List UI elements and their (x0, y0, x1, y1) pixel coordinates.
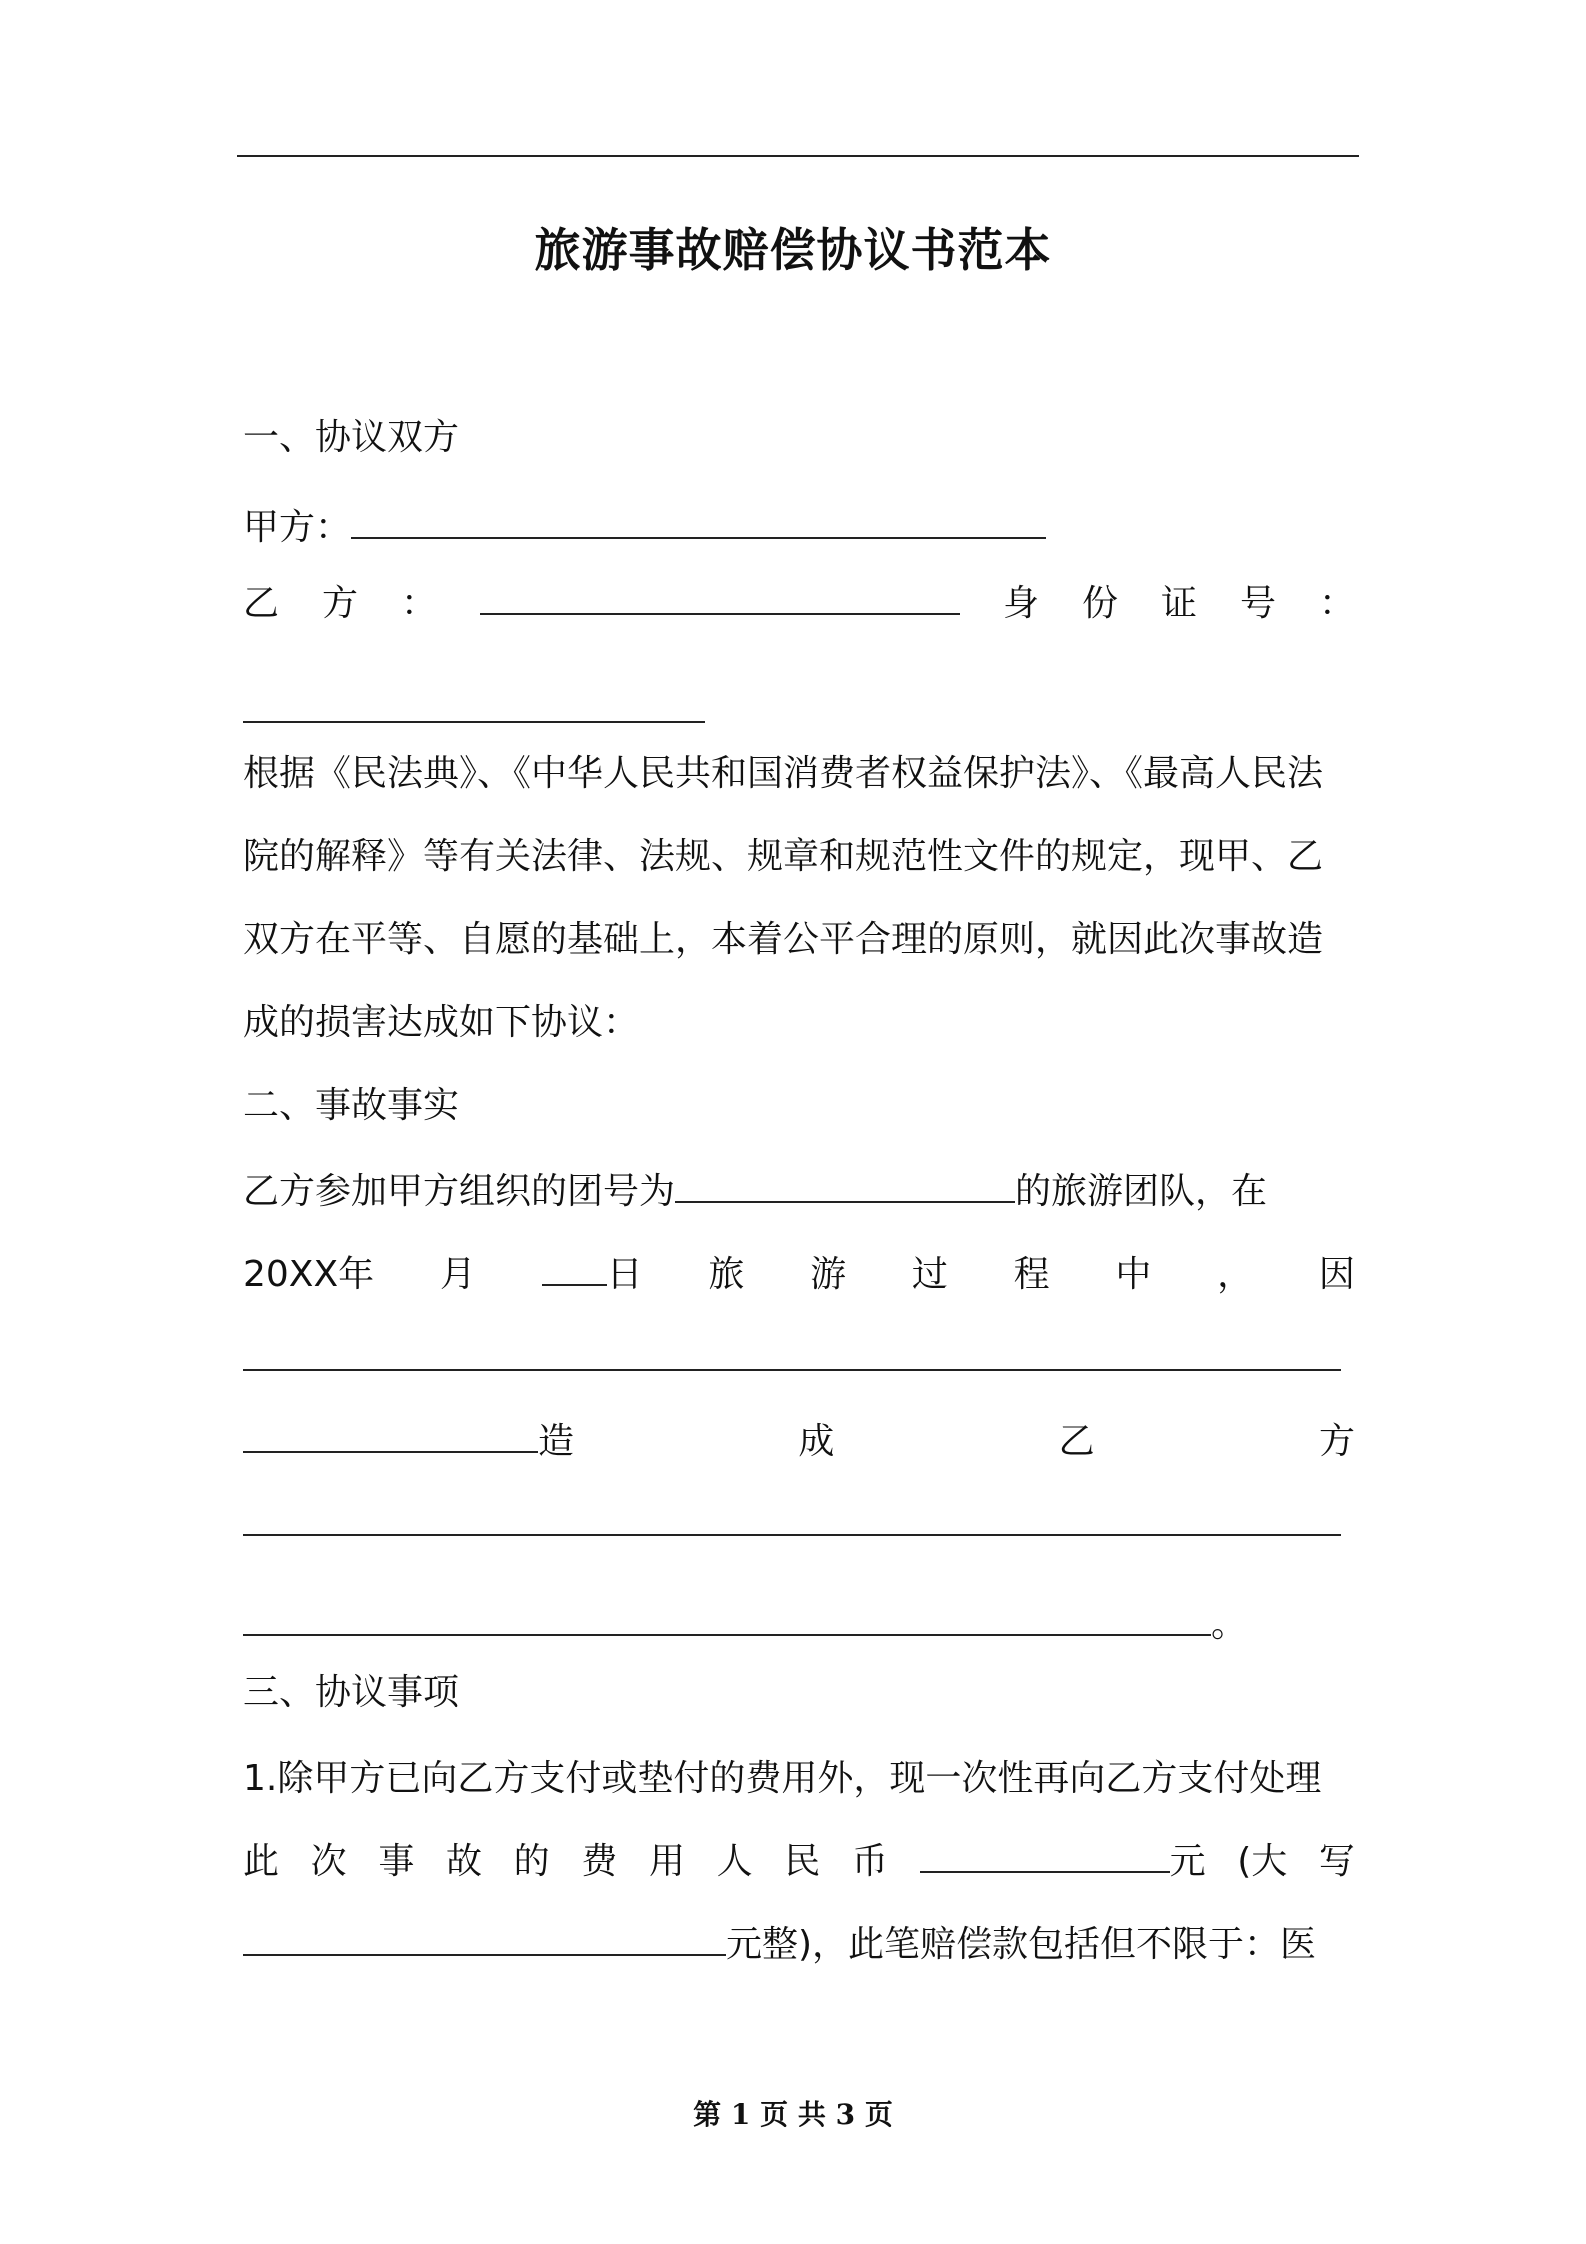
date-word: 旅 (708, 1254, 745, 1295)
id-label-char: 号 (1239, 583, 1276, 624)
caused-word: 方 (1318, 1421, 1355, 1462)
term-word: 此 (243, 1841, 280, 1882)
date-year: 20XX年 (243, 1254, 375, 1295)
date-month: 月 (439, 1254, 476, 1295)
preamble-line: 根据《民法典》、《中华人民共和国消费者权益保护法》、《最高人民法 (243, 753, 1324, 794)
party-a-blank (351, 507, 1046, 539)
party-b-char: ： (401, 583, 438, 624)
id-label-char: 身 (1002, 583, 1039, 624)
end-mark: 。 (1211, 1604, 1248, 1645)
caused-word: 乙 (1058, 1421, 1095, 1462)
party-b-line (243, 562, 1355, 646)
date-word: 过 (911, 1254, 948, 1295)
caused-line (243, 1400, 1355, 1484)
section-heading-facts: 二、事故事实 (243, 1085, 460, 1126)
date-day-group (542, 1233, 643, 1317)
caused-group (243, 1400, 574, 1484)
facts-suffix: 的旅游团队，在 (1015, 1171, 1268, 1212)
yuan-label: 元 (1169, 1841, 1206, 1882)
id-label-char: 份 (1081, 583, 1118, 624)
date-word: 日 (606, 1254, 643, 1295)
accident-cause-blank (243, 1339, 1341, 1371)
header-rule (237, 155, 1359, 157)
preamble-line: 院的解释》等有关法律、法规、规章和规范性文件的规定，现甲、乙 (243, 836, 1324, 877)
preamble-line: 双方在平等、自愿的基础上，本着公平合理的原则，就因此次事故造 (243, 919, 1324, 960)
date-word: ， (1217, 1254, 1254, 1295)
daxie-word: 写 (1318, 1841, 1355, 1882)
party-b-char: 乙 (243, 583, 280, 624)
term-word: 民 (784, 1841, 821, 1882)
party-a-line (243, 486, 1355, 570)
section-heading-parties: 一、协议双方 (243, 417, 460, 458)
term-word: 次 (310, 1841, 347, 1882)
term-word: 用 (648, 1841, 685, 1882)
daxie-open: (大 (1237, 1841, 1288, 1882)
term-word: 币 (851, 1841, 888, 1882)
party-b-name-blank (480, 583, 960, 615)
term-1-line-1: 1.除甲方已向乙方支付或垫付的费用外，现一次性再向乙方支付处理 (243, 1758, 1322, 1799)
tour-group-number-blank (675, 1171, 1015, 1203)
id-label-char: ： (1318, 583, 1355, 624)
term-word: 人 (716, 1841, 753, 1882)
cause-blank (243, 1421, 538, 1453)
date-word: 中 (1115, 1254, 1152, 1295)
amount-figures-blank (920, 1841, 1170, 1873)
damage-line-1 (243, 1483, 1355, 1567)
term-1-line-3-text: 元整)，此笔赔偿款包括但不限于：医 (726, 1924, 1317, 1965)
section-heading-terms: 三、协议事项 (243, 1672, 460, 1713)
party-a-label: 甲方： (243, 507, 352, 548)
party-b-char: 方 (322, 583, 359, 624)
facts-line-date (243, 1233, 1355, 1317)
amount-group (920, 1820, 1206, 1904)
facts-prefix: 乙方参加甲方组织的团号为 (243, 1171, 676, 1212)
amount-words-blank (243, 1924, 726, 1956)
accident-cause-line (243, 1318, 1355, 1402)
id-number-blank (243, 691, 705, 723)
term-1-line-2 (243, 1820, 1355, 1904)
day-blank (542, 1254, 607, 1286)
document-title: 旅游事故赔偿协议书范本 (534, 223, 1052, 277)
date-word: 程 (1013, 1254, 1050, 1295)
term-word: 费 (581, 1841, 618, 1882)
term-word: 事 (378, 1841, 415, 1882)
caused-word: 造 (538, 1421, 575, 1462)
damage-blank (243, 1504, 1341, 1536)
term-1-line-3 (243, 1903, 1355, 1987)
damage-blank (243, 1604, 1211, 1636)
page-number: 第 1 页 共 3 页 (693, 2098, 893, 2131)
preamble-line: 成的损害达成如下协议： (243, 1002, 640, 1043)
caused-word: 成 (798, 1421, 835, 1462)
term-word: 的 (513, 1841, 550, 1882)
facts-line-1 (243, 1150, 1355, 1234)
id-label-char: 证 (1160, 583, 1197, 624)
date-word: 因 (1318, 1254, 1355, 1295)
term-word: 故 (445, 1841, 482, 1882)
date-word: 游 (810, 1254, 847, 1295)
